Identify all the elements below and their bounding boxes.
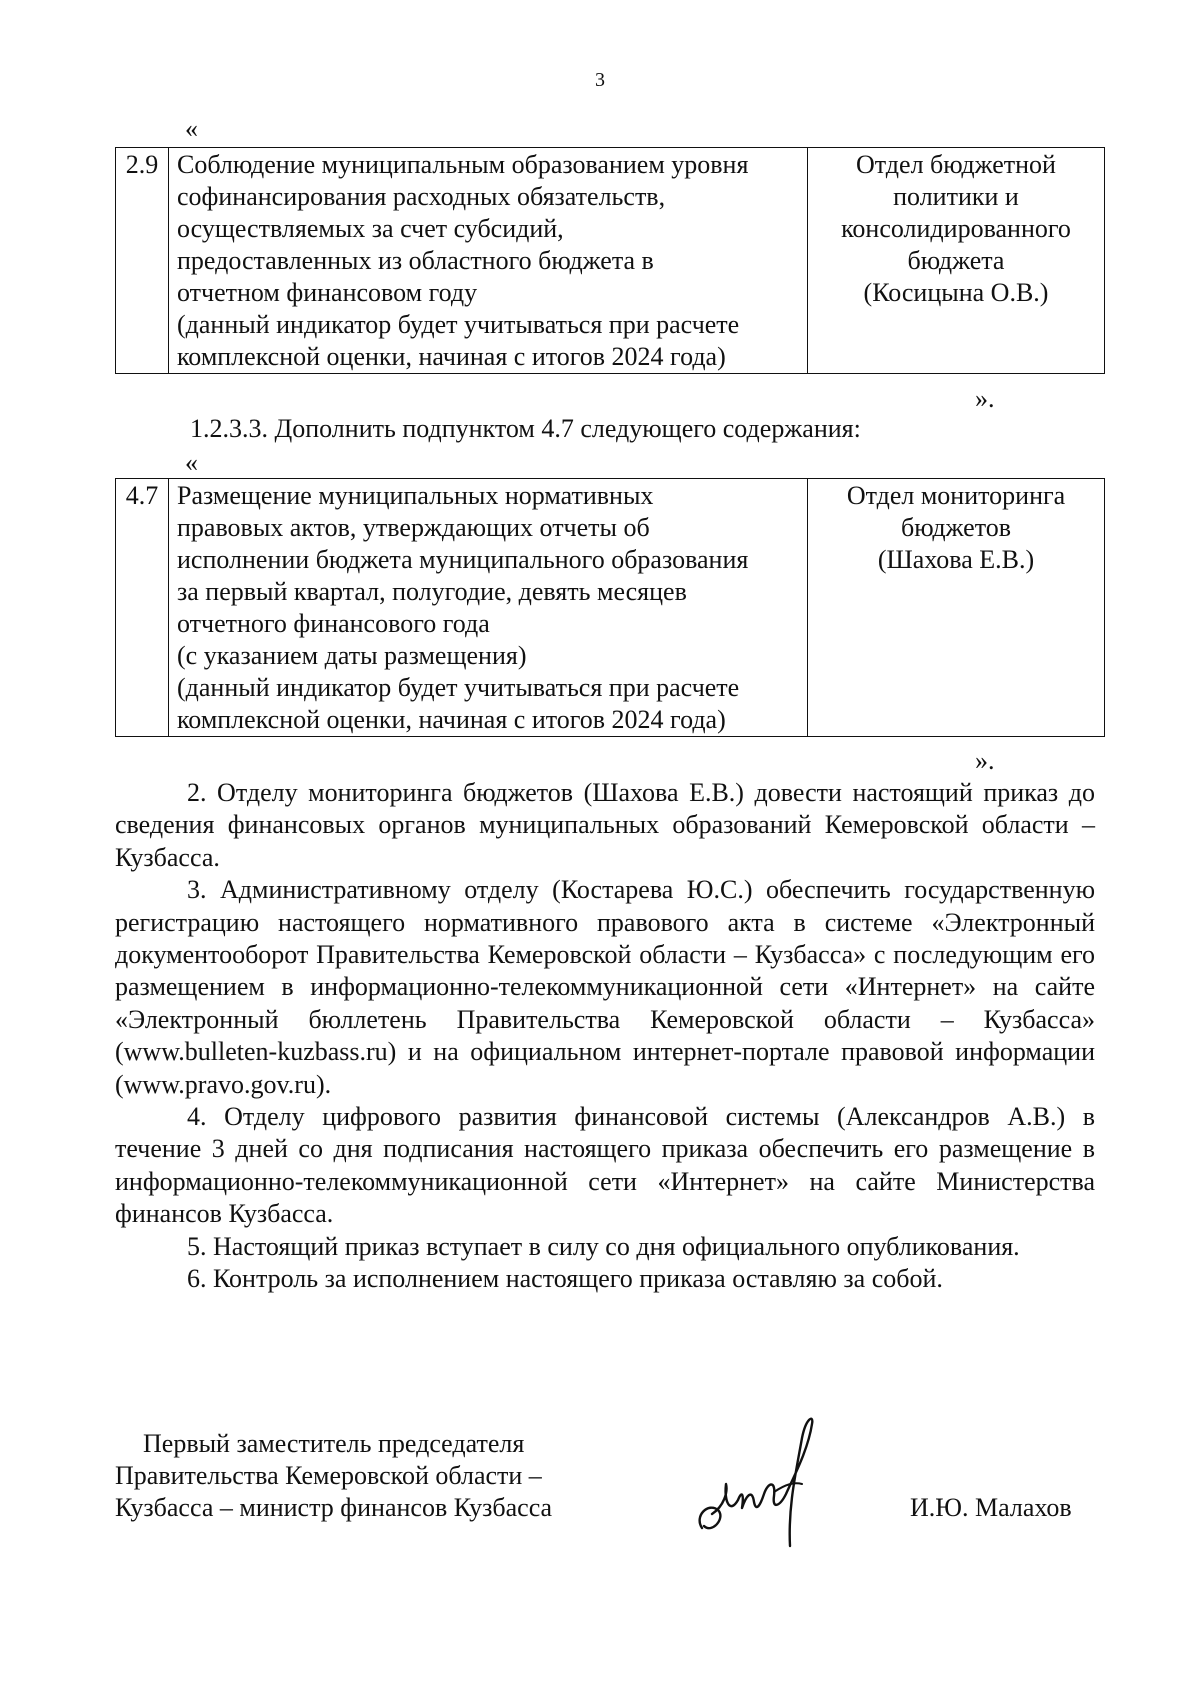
title-line: Кузбасса – министр финансов Кузбасса bbox=[115, 1493, 553, 1522]
text-line: Соблюдение муниципальным образованием уровня bbox=[177, 150, 749, 179]
table-row bbox=[116, 479, 1105, 737]
text-line: (данный индикатор будет учитываться при расчете bbox=[177, 673, 740, 702]
close-quote-1: ». bbox=[975, 384, 995, 413]
indicator-number: 2.9 bbox=[116, 148, 169, 374]
order-paragraphs bbox=[115, 777, 1095, 1296]
indicator-text bbox=[169, 148, 808, 374]
signatory-name: И.Ю. Малахов bbox=[910, 1493, 1072, 1522]
resp-line: Отдел мониторинга bbox=[846, 481, 1066, 510]
resp-line: Отдел бюджетной bbox=[856, 150, 1056, 179]
paragraph-5: 5. Настоящий приказ вступает в силу со дня официального опубликования. bbox=[187, 1231, 1020, 1261]
indicator-table-4-7 bbox=[115, 478, 1105, 737]
paragraph-4: 4. Отделу цифрового развития финансовой системы (Александров А.В.) в течение 3 дней со дня подписания настоящего приказа обеспечить его размещение в информационно-телекоммуникационной сети «Интернет» на сайте Министерства финансов Кузбасса. bbox=[115, 1102, 1095, 1229]
text-line: правовых актов, утверждающих отчеты об bbox=[177, 513, 650, 542]
title-line: Первый заместитель председателя bbox=[143, 1429, 525, 1458]
resp-line: консолидированного bbox=[841, 214, 1071, 243]
indicator-number: 4.7 bbox=[116, 479, 169, 737]
responsible-department bbox=[808, 148, 1105, 374]
resp-line: политики и bbox=[893, 182, 1019, 211]
open-quote-1: « bbox=[185, 114, 198, 143]
subheading: 1.2.3.3. Дополнить подпунктом 4.7 следующего содержания: bbox=[190, 414, 861, 443]
resp-line: (Шахова Е.В.) bbox=[877, 545, 1035, 574]
resp-line: (Косицына О.В.) bbox=[863, 278, 1049, 307]
text-line: отчетного финансового года bbox=[177, 609, 490, 638]
responsible-department bbox=[808, 479, 1105, 737]
resp-line: бюджета bbox=[907, 246, 1005, 275]
table-row bbox=[116, 148, 1105, 374]
page-number: 3 bbox=[595, 69, 605, 91]
text-line: (данный индикатор будет учитываться при расчете bbox=[177, 310, 740, 339]
text-line: софинансирования расходных обязательств, bbox=[177, 182, 666, 211]
indicator-table-2-9 bbox=[115, 147, 1105, 374]
text-line: комплексной оценки, начиная с итогов 2024 года) bbox=[177, 342, 726, 371]
paragraph-6: 6. Контроль за исполнением настоящего приказа оставляю за собой. bbox=[187, 1264, 943, 1294]
text-line: исполнении бюджета муниципального образования bbox=[177, 545, 749, 574]
paragraph-2: 2. Отделу мониторинга бюджетов (Шахова Е.В.) довести настоящий приказ до сведения финансовых органов муниципальных образований Кемеровской области – Кузбасса. bbox=[115, 778, 1095, 872]
text-line: предоставленных из областного бюджета в bbox=[177, 246, 654, 275]
open-quote-2: « bbox=[185, 448, 198, 477]
signatory-title bbox=[115, 1428, 552, 1524]
text-line: осуществляемых за счет субсидий, bbox=[177, 214, 564, 243]
indicator-text bbox=[169, 479, 808, 737]
text-line: Размещение муниципальных нормативных bbox=[177, 481, 654, 510]
text-line: отчетном финансовом году bbox=[177, 278, 478, 307]
text-line: комплексной оценки, начиная с итогов 2024 года) bbox=[177, 705, 726, 734]
handwritten-signature bbox=[690, 1410, 850, 1550]
title-line: Правительства Кемеровской области – bbox=[115, 1461, 542, 1490]
text-line: за первый квартал, полугодие, девять месяцев bbox=[177, 577, 687, 606]
paragraph-3: 3. Административному отделу (Костарева Ю.С.) обеспечить государственную регистрацию настоящего нормативного правового акта в системе «Электронный документооборот Правительства Кемеровской области – Кузбасса» с последующим его размещением в информационно-телекоммуникационной сети «Интернет» на сайте «Электронный бюллетень Правительства Кемеровской области – Кузбасса» (www.bulleten-kuzbass.ru) и на официальном интернет-портале правовой информации (www.pravo.gov.ru). bbox=[115, 875, 1095, 1099]
close-quote-2: ». bbox=[975, 746, 995, 775]
resp-line: бюджетов bbox=[900, 513, 1012, 542]
text-line: (с указанием даты размещения) bbox=[177, 641, 527, 670]
